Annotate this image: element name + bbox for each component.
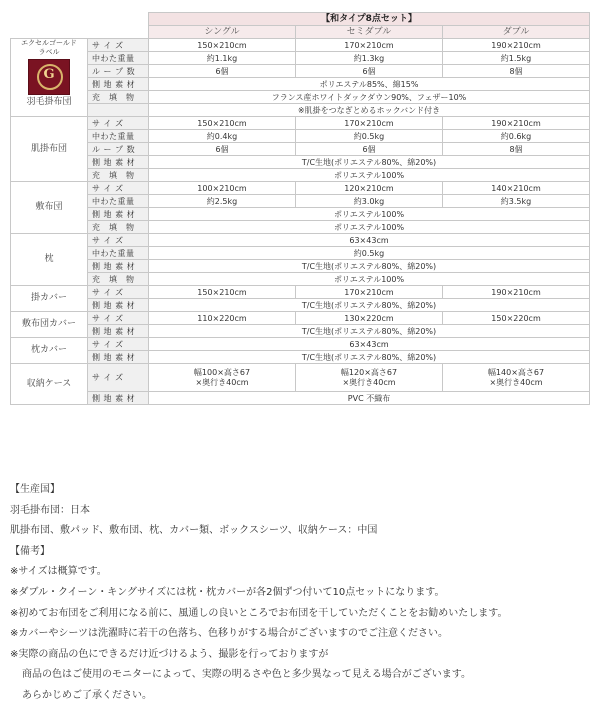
spec-row xyxy=(11,130,590,143)
spec-label: 側 地 素 材 xyxy=(88,78,149,91)
spec-row xyxy=(11,156,590,169)
spec-value: 約0.5kg xyxy=(149,247,590,260)
spec-label: 側 地 素 材 xyxy=(88,299,149,312)
spec-row xyxy=(11,182,590,195)
spec-value: 150×210cm xyxy=(149,286,296,299)
spec-row xyxy=(11,312,590,325)
spec-value: ポリエステル100% xyxy=(149,169,590,182)
spec-label: 側 地 素 材 xyxy=(88,392,149,405)
spec-value: ポリエステル85%、綿15% xyxy=(149,78,590,91)
spec-row xyxy=(11,234,590,247)
note-line: ※ダブル・クイーン・キングサイズには枕・枕カバーが各2個ずつ付いて10点セットになります。 xyxy=(10,586,445,598)
product-name: 敷布団 xyxy=(35,202,63,212)
spec-value: 110×220cm xyxy=(149,312,296,325)
spec-label: ル ー プ 数 xyxy=(88,143,149,156)
product-name: 掛カバー xyxy=(30,293,67,303)
spec-value: 6個 xyxy=(149,143,296,156)
spec-value: 150×210cm xyxy=(149,39,296,52)
blank-cell xyxy=(11,26,149,39)
note-line: 羽毛掛布団：日本 xyxy=(10,504,90,516)
product-name-cell xyxy=(11,338,88,364)
spec-value xyxy=(296,364,443,392)
spec-value: T/C生地(ポリエステル80%、綿20%) xyxy=(149,260,590,273)
note-line: 商品の色はご使用のモニターによって、実際の明るさや色と多少異なって見える場合がございます。 xyxy=(22,669,471,681)
blank-cell xyxy=(11,13,149,26)
spec-label: 充 填 物 xyxy=(88,91,149,104)
spec-value: 140×210cm xyxy=(443,182,590,195)
gold-label-badge-icon xyxy=(28,59,70,95)
spec-value: 130×220cm xyxy=(296,312,443,325)
spec-label: 充 填 物 xyxy=(88,221,149,234)
spec-value-line: ×奥行き40cm xyxy=(342,377,396,387)
spec-table xyxy=(10,12,590,405)
spec-label: サ イ ズ xyxy=(88,286,149,299)
set-title: 【和タイプ8点セット】 xyxy=(149,13,590,26)
spec-value: T/C生地(ポリエステル80%、綿20%) xyxy=(149,299,590,312)
spec-value: 170×210cm xyxy=(296,286,443,299)
spec-label: サ イ ズ xyxy=(88,364,149,392)
spec-label: サ イ ズ xyxy=(88,182,149,195)
spec-label: サ イ ズ xyxy=(88,338,149,351)
spec-value: T/C生地(ポリエステル80%、綿20%) xyxy=(149,351,590,364)
spec-label: 側 地 素 材 xyxy=(88,351,149,364)
spec-row xyxy=(11,325,590,338)
spec-row xyxy=(11,364,590,392)
spec-value: ポリエステル100% xyxy=(149,208,590,221)
spec-label: 充 填 物 xyxy=(88,169,149,182)
note-line: ※初めてお布団をご利用になる前に、風通しの良いところでお布団を干していただくことをお勧めいたします。 xyxy=(10,607,508,619)
spec-value: 190×210cm xyxy=(443,39,590,52)
spec-label xyxy=(88,104,149,117)
spec-value: 170×210cm xyxy=(296,117,443,130)
spec-value: PVC 不織布 xyxy=(149,392,590,405)
spec-value: 120×210cm xyxy=(296,182,443,195)
size-header-semidouble: セミダブル xyxy=(296,26,443,39)
product-name: 枕 xyxy=(44,254,54,264)
spec-row xyxy=(11,195,590,208)
spec-value: 約0.6kg xyxy=(443,130,590,143)
spec-row xyxy=(11,78,590,91)
spec-label: サ イ ズ xyxy=(88,234,149,247)
product-name-cell xyxy=(11,117,88,182)
spec-value: 約1.5kg xyxy=(443,52,590,65)
spec-value: T/C生地(ポリエステル80%、綿20%) xyxy=(149,325,590,338)
spec-row xyxy=(11,392,590,405)
spec-row xyxy=(11,169,590,182)
spec-label: 中わた重量 xyxy=(88,247,149,260)
notes-section xyxy=(10,480,590,707)
product-name-cell xyxy=(11,182,88,234)
spec-label: 側 地 素 材 xyxy=(88,156,149,169)
spec-value: ポリエステル100% xyxy=(149,273,590,286)
spec-label: 側 地 素 材 xyxy=(88,260,149,273)
spec-row xyxy=(11,221,590,234)
spec-value: 6個 xyxy=(296,65,443,78)
label-name-line1: エクセルゴールド xyxy=(21,39,77,47)
size-header-row xyxy=(11,26,590,39)
product-name-cell xyxy=(11,234,88,286)
product-name: 敷布団カバー xyxy=(21,319,76,329)
spec-row xyxy=(11,65,590,78)
spec-label: サ イ ズ xyxy=(88,312,149,325)
note-line: ※サイズは概算です。 xyxy=(10,566,107,578)
spec-row xyxy=(11,273,590,286)
spec-value-line: ×奥行き40cm xyxy=(489,377,543,387)
spec-row xyxy=(11,286,590,299)
product-name-cell xyxy=(11,39,88,117)
spec-row xyxy=(11,91,590,104)
spec-value: 6個 xyxy=(296,143,443,156)
spec-label: 側 地 素 材 xyxy=(88,325,149,338)
spec-label: サ イ ズ xyxy=(88,117,149,130)
spec-label: 中わた重量 xyxy=(88,52,149,65)
spec-value: 約3.0kg xyxy=(296,195,443,208)
spec-value: 6個 xyxy=(149,65,296,78)
spec-value: 約1.1kg xyxy=(149,52,296,65)
spec-value xyxy=(149,364,296,392)
spec-row xyxy=(11,260,590,273)
spec-value: ※肌掛をつなぎとめるホックバンド付き xyxy=(149,104,590,117)
spec-label: ル ー プ 数 xyxy=(88,65,149,78)
spec-value: 100×210cm xyxy=(149,182,296,195)
product-name-cell xyxy=(11,286,88,312)
spec-value: 約1.3kg xyxy=(296,52,443,65)
spec-value: 63×43cm xyxy=(149,338,590,351)
spec-row xyxy=(11,351,590,364)
spec-label: 側 地 素 材 xyxy=(88,208,149,221)
note-line: ※実際の商品の色にできるだけ近づけるよう、撮影を行っておりますが xyxy=(10,648,329,660)
product-name: 肌掛布団 xyxy=(30,143,67,154)
badge-letter: G xyxy=(43,67,55,82)
spec-value-line: ×奥行き40cm xyxy=(195,377,249,387)
size-header-single: シングル xyxy=(149,26,296,39)
spec-row xyxy=(11,117,590,130)
spec-value-line: 幅100×高さ67 xyxy=(193,367,251,377)
spec-value: 約0.5kg xyxy=(296,130,443,143)
product-name: 収納ケース xyxy=(26,378,72,389)
spec-value: 約2.5kg xyxy=(149,195,296,208)
spec-row xyxy=(11,338,590,351)
product-name-cell xyxy=(11,364,88,405)
spec-value: 約3.5kg xyxy=(443,195,590,208)
spec-row xyxy=(11,104,590,117)
spec-label: 充 填 物 xyxy=(88,273,149,286)
spec-row xyxy=(11,143,590,156)
note-line: 【生産国】 xyxy=(10,484,60,495)
product-name: 羽毛掛布団 xyxy=(26,97,72,107)
spec-row xyxy=(11,52,590,65)
spec-value: ポリエステル100% xyxy=(149,221,590,234)
note-line: ※カバーやシーツは洗濯時に若干の色落ち、色移りがする場合がございますのでご注意ください。 xyxy=(10,628,448,640)
spec-value: 約0.4kg xyxy=(149,130,296,143)
spec-value: 150×220cm xyxy=(443,312,590,325)
spec-row xyxy=(11,208,590,221)
spec-row xyxy=(11,299,590,312)
note-line: 【備考】 xyxy=(10,545,50,557)
size-header-double: ダブル xyxy=(443,26,590,39)
spec-label: 中わた重量 xyxy=(88,195,149,208)
spec-label: 中わた重量 xyxy=(88,130,149,143)
product-name-cell xyxy=(11,312,88,338)
spec-label: サ イ ズ xyxy=(88,39,149,52)
label-name-line2: ラベル xyxy=(38,48,60,56)
spec-value-line: 幅140×高さ67 xyxy=(487,367,545,377)
note-line: 肌掛布団、敷パッド、敷布団、枕、カバー類、ボックスシーツ、収納ケース：中国 xyxy=(10,525,378,537)
spec-value: 190×210cm xyxy=(443,286,590,299)
spec-value: 8個 xyxy=(443,65,590,78)
set-title-row xyxy=(11,13,590,26)
spec-value xyxy=(443,364,590,392)
spec-value: 150×210cm xyxy=(149,117,296,130)
spec-value: 8個 xyxy=(443,143,590,156)
spec-value: 63×43cm xyxy=(149,234,590,247)
product-name: 枕カバー xyxy=(30,345,67,355)
spec-value: 170×210cm xyxy=(296,39,443,52)
spec-value-line: 幅120×高さ67 xyxy=(340,367,398,377)
spec-row xyxy=(11,247,590,260)
spec-value: フランス産ホワイトダックダウン90%、フェザー10% xyxy=(149,91,590,104)
spec-row xyxy=(11,39,590,52)
spec-value: T/C生地(ポリエステル80%、綿20%) xyxy=(149,156,590,169)
note-line: あらかじめご了承ください。 xyxy=(22,689,152,701)
spec-value: 190×210cm xyxy=(443,117,590,130)
